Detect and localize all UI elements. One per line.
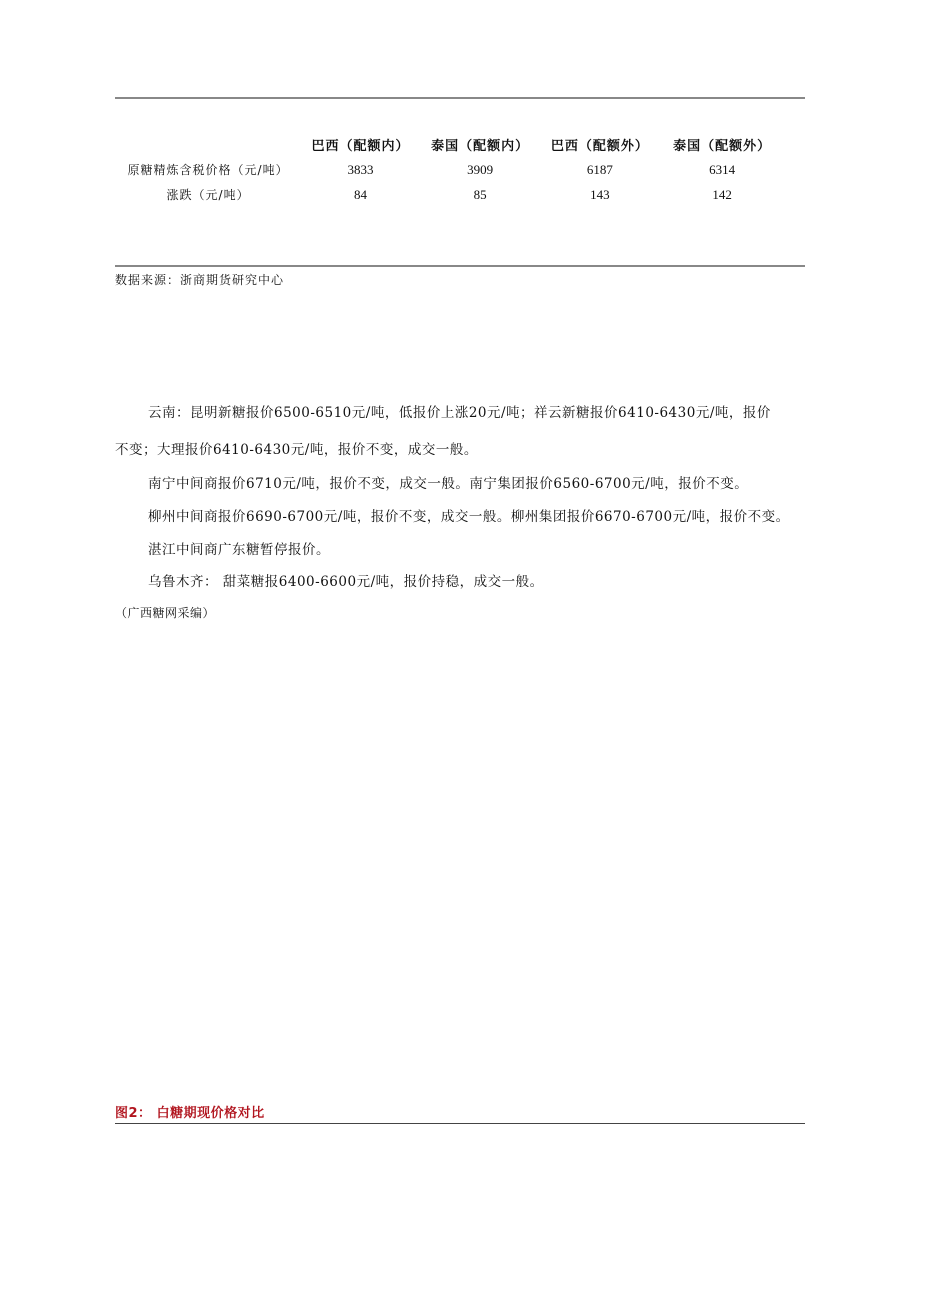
- paragraph-zhanjiang: 湛江中间商广东糖暂停报价。: [148, 542, 330, 558]
- table-cell: 3833: [347, 161, 374, 177]
- data-source-note: 数据来源：浙商期货研究中心: [115, 273, 285, 287]
- table-cell: 6187: [586, 161, 613, 177]
- table-bottom-rule: [115, 265, 805, 267]
- price-table: [115, 132, 785, 207]
- figure-caption: 图2： 白糖期现价格对比: [115, 1106, 265, 1121]
- figure-caption-rule: [115, 1123, 805, 1124]
- paragraph-yunnan-line2: 不变；大理报价6410-6430元/吨，报价不变，成交一般。: [115, 442, 478, 458]
- header-blank: [115, 132, 301, 157]
- paragraph-yunnan-line1: 云南：昆明新糖报价6500-6510元/吨，低报价上涨20元/吨；祥云新糖报价6410-6430元/吨，报价: [148, 405, 771, 421]
- source-credit: （广西糖网采编）: [115, 606, 216, 620]
- table-cell: 3909: [467, 161, 494, 177]
- table-header-row: [115, 132, 785, 157]
- table-cell: 143: [590, 186, 610, 202]
- table-top-rule: [115, 97, 805, 99]
- table-cell: 6314: [709, 161, 736, 177]
- table-row: [115, 157, 785, 182]
- paragraph-liuzhou: 柳州中间商报价6690-6700元/吨，报价不变，成交一般。柳州集团报价6670-6700元/吨，报价不变。: [148, 509, 790, 525]
- header-brazil-out-quota: 巴西（配额外）: [550, 139, 649, 154]
- row-label-change: 涨跌（元/吨）: [166, 188, 250, 202]
- header-thailand-in-quota: 泰国（配额内）: [431, 139, 530, 154]
- row-label-price: 原糖精炼含税价格（元/吨）: [127, 163, 289, 177]
- header-brazil-in-quota: 巴西（配额内）: [311, 139, 410, 154]
- table-row: [115, 182, 785, 207]
- table-cell: 84: [353, 186, 367, 202]
- table-cell: 85: [473, 186, 487, 202]
- paragraph-urumqi: 乌鲁木齐： 甜菜糖报6400-6600元/吨，报价持稳，成交一般。: [148, 574, 544, 590]
- table-cell: 142: [712, 186, 732, 202]
- header-thailand-out-quota: 泰国（配额外）: [673, 139, 772, 154]
- paragraph-nanning: 南宁中间商报价6710元/吨，报价不变，成交一般。南宁集团报价6560-6700元/吨，报价不变。: [148, 476, 749, 492]
